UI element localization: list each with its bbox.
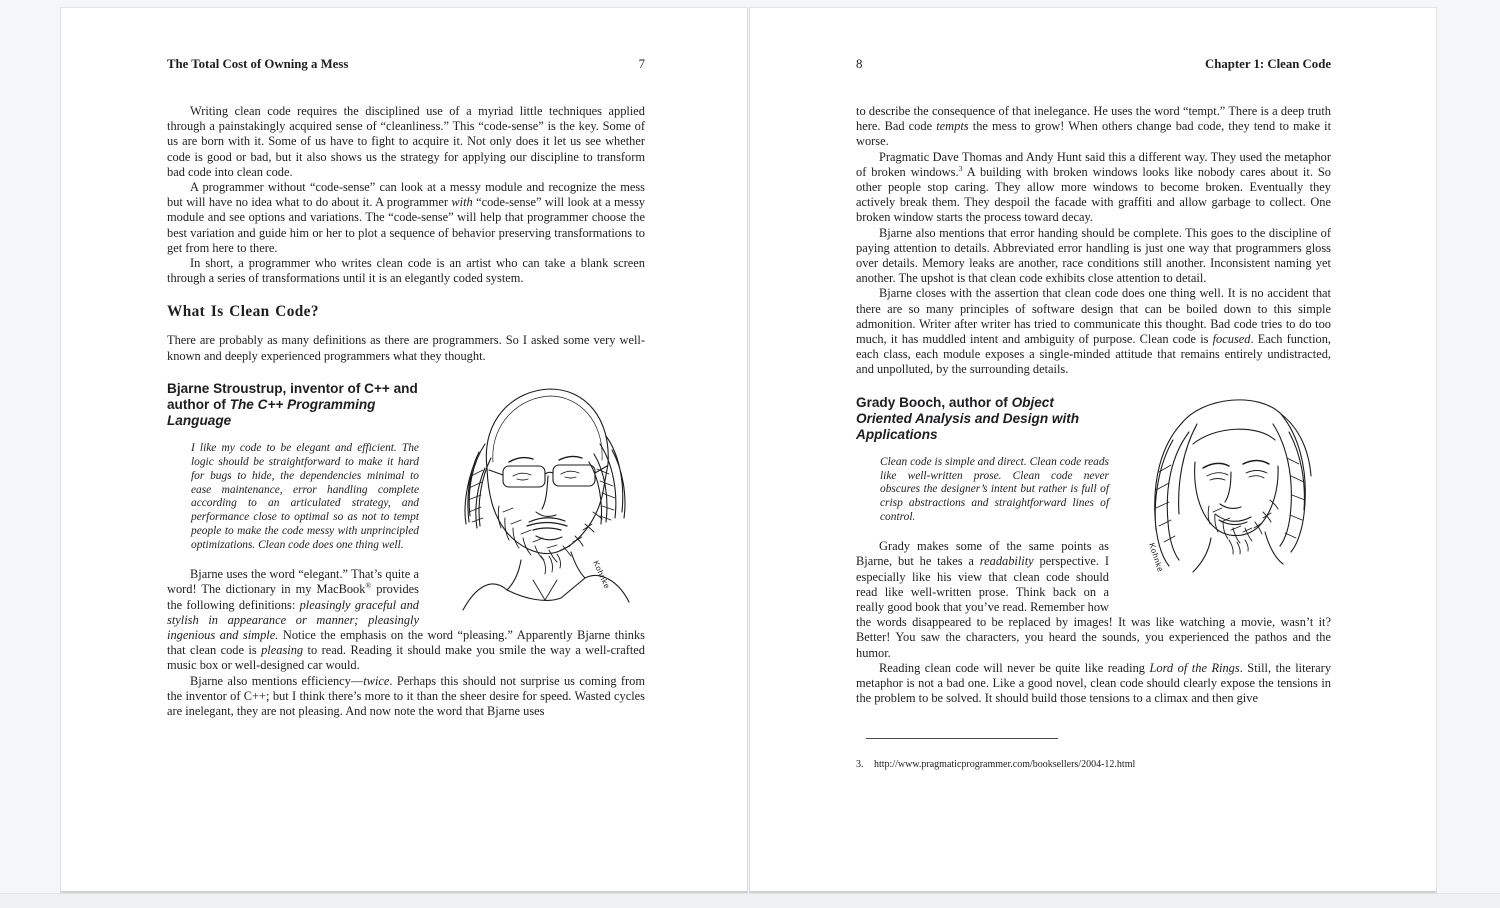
chapter-title: Chapter 1: Clean Code	[1205, 57, 1331, 71]
page-number: 8	[856, 57, 863, 71]
paragraph: Pragmatic Dave Thomas and Andy Hunt said this a different way. They used the metaphor of broken windows.$^3$ A building with broken windows looks like nobody cares about it. So other people stop caring. They allow more windows to become broken. Eventually they actively break them. They despoil the facade with graffiti and allow garbage to collect. One broken window starts the process toward decay.	[856, 149, 1331, 225]
paragraph: Bjarne also mentions efficiency—twice. Perhaps this should not surprise us coming from the inventor of C++; but I think there’s more to it than the sheer desire for speed. Wasted cycles are inelegant, they are not pleasing. And now note the word that Bjarne uses	[167, 673, 645, 718]
page-number: 7	[638, 57, 645, 71]
paragraph: There are probably as many definitions as there are programmers. So I asked some very well-known and deeply experienced programmers what they thought.	[167, 333, 645, 363]
paragraph: Grady makes some of the same points as Bjarne, but he takes a readability perspective. I especially like his view that clean code should read like well-written prose. Think back on a really good book that you’ve read. Remember how the words disappeared to be replaced by images! It was like watching a movie, wasn’t it? Better! You saw the characters, you heard the sounds, you experienced the pathos and the humor.	[856, 539, 1331, 660]
section-heading: What Is Clean Code?	[167, 303, 319, 321]
author-heading-grady: Grady Booch, author of Object Oriented Analysis and Design with Applications	[856, 394, 1080, 442]
page-header	[167, 57, 645, 72]
grady-sketch-svg	[1123, 380, 1329, 592]
footnote-block	[856, 738, 1331, 771]
grady-portrait-sketch	[1123, 380, 1331, 600]
right-page	[749, 7, 1437, 893]
page-header	[856, 57, 1331, 72]
paragraph: Reading clean code will never be quite like reading Lord of the Rings. Still, the literary metaphor is not a bad one. Like a good novel, clean code should clearly expose the tensions in the problem to be solved. It should build those tensions to a climax and then give	[856, 660, 1332, 706]
artist-signature: Kohnke	[591, 558, 612, 591]
paragraph: Writing clean code requires the disciplined use of a myriad little techniques applied through a painstakingly acquired sense of “cleanliness.” This “code-sense” is the key. Some of us are born with it. Some of us have to fight to acquire it. Not only does it let us see whether code is good or bad, but it also shows us the strategy for applying our discipline to transform bad code into clean code.	[167, 104, 645, 179]
paragraph: Bjarne closes with the assertion that clean code does one thing well. It is no accident that there are so many principles of software design that can be boiled down to this simple admonition. Writer after writer has tried to communicate this thought. Bad code tries to do too much, it has muddled intent and ambiguity of purpose. Clean code is focused. Each function, each class, each module exposes a single-minded attitude that remains entirely undistracted, and unpolluted, by the surrounding details.	[856, 286, 1331, 377]
artist-signature: Kohnke	[1147, 541, 1165, 573]
footnote-number: 3.	[856, 759, 864, 771]
running-title: The Total Cost of Owning a Mess	[167, 57, 349, 71]
author-heading-bjarne: Bjarne Stroustrup, inventor of C++ and author of The C++ Programming Language	[167, 380, 418, 428]
bjarne-sketch-svg	[433, 366, 633, 614]
paragraph: A programmer without “code-sense” can look at a messy module and recognize the mess but will have no idea what to do about it. A programmer with “code-sense” will look at a messy module and see options and variations. The “code-sense” will help that programmer choose the best variation and guide him or her to plot a sequence of behavior preserving transformations to get from here to there.	[167, 180, 645, 255]
paragraph: Bjarne also mentions that error handing should be complete. This goes to the discipline of paying attention to details. Abbreviated error handling is just one way that programmers gloss over details. Memory leaks are another, race conditions still another. Inconsistent naming yet another. The upshot is that clean code exhibits close attention to detail.	[856, 225, 1331, 286]
paragraph: Bjarne uses the word “elegant.” That’s quite a word! The dictionary in my MacBook® provides the following definitions: pleasingly graceful and stylish in appearance or manner; pleasingly ingenious and simple. Notice the emphasis on the word “pleasing.” Apparently Bjarne thinks that clean code is pleasing to read. Reading it should make you smile the way a well-crafted music box or well-designed car would.	[167, 567, 645, 673]
footnote-rule	[866, 738, 1058, 739]
left-page	[60, 7, 748, 893]
pull-quote: Clean code is simple and direct. Clean code reads like well-written prose. Clean code never obscures the designer’s intent but rather is full of crisp abstractions and straightforward lines of control.	[880, 455, 1109, 524]
paragraph: In short, a programmer who writes clean code is an artist who can take a blank screen through a series of transformations until it is an elegantly coded system.	[167, 256, 645, 286]
bjarne-portrait-sketch	[433, 366, 645, 618]
viewer-bottom-strip	[0, 893, 1500, 908]
pull-quote: I like my code to be elegant and efficient. The logic should be straightforward to make it hard for bugs to hide, the dependencies minimal to ease maintenance, error handling complete according to an articulated strategy, and performance close to optimal so as not to tempt people to make the code messy with unprincipled optimizations. Clean code does one thing well.	[191, 441, 419, 552]
footnote-url: http://www.pragmaticprogrammer.com/booksellers/2004-12.html	[874, 759, 1136, 771]
paragraph: to describe the consequence of that inelegance. He uses the word “tempt.” There is a deep truth here. Bad code tempts the mess to grow! When others change bad code, they tend to make it worse.	[856, 104, 1332, 149]
footnote	[856, 759, 1331, 771]
